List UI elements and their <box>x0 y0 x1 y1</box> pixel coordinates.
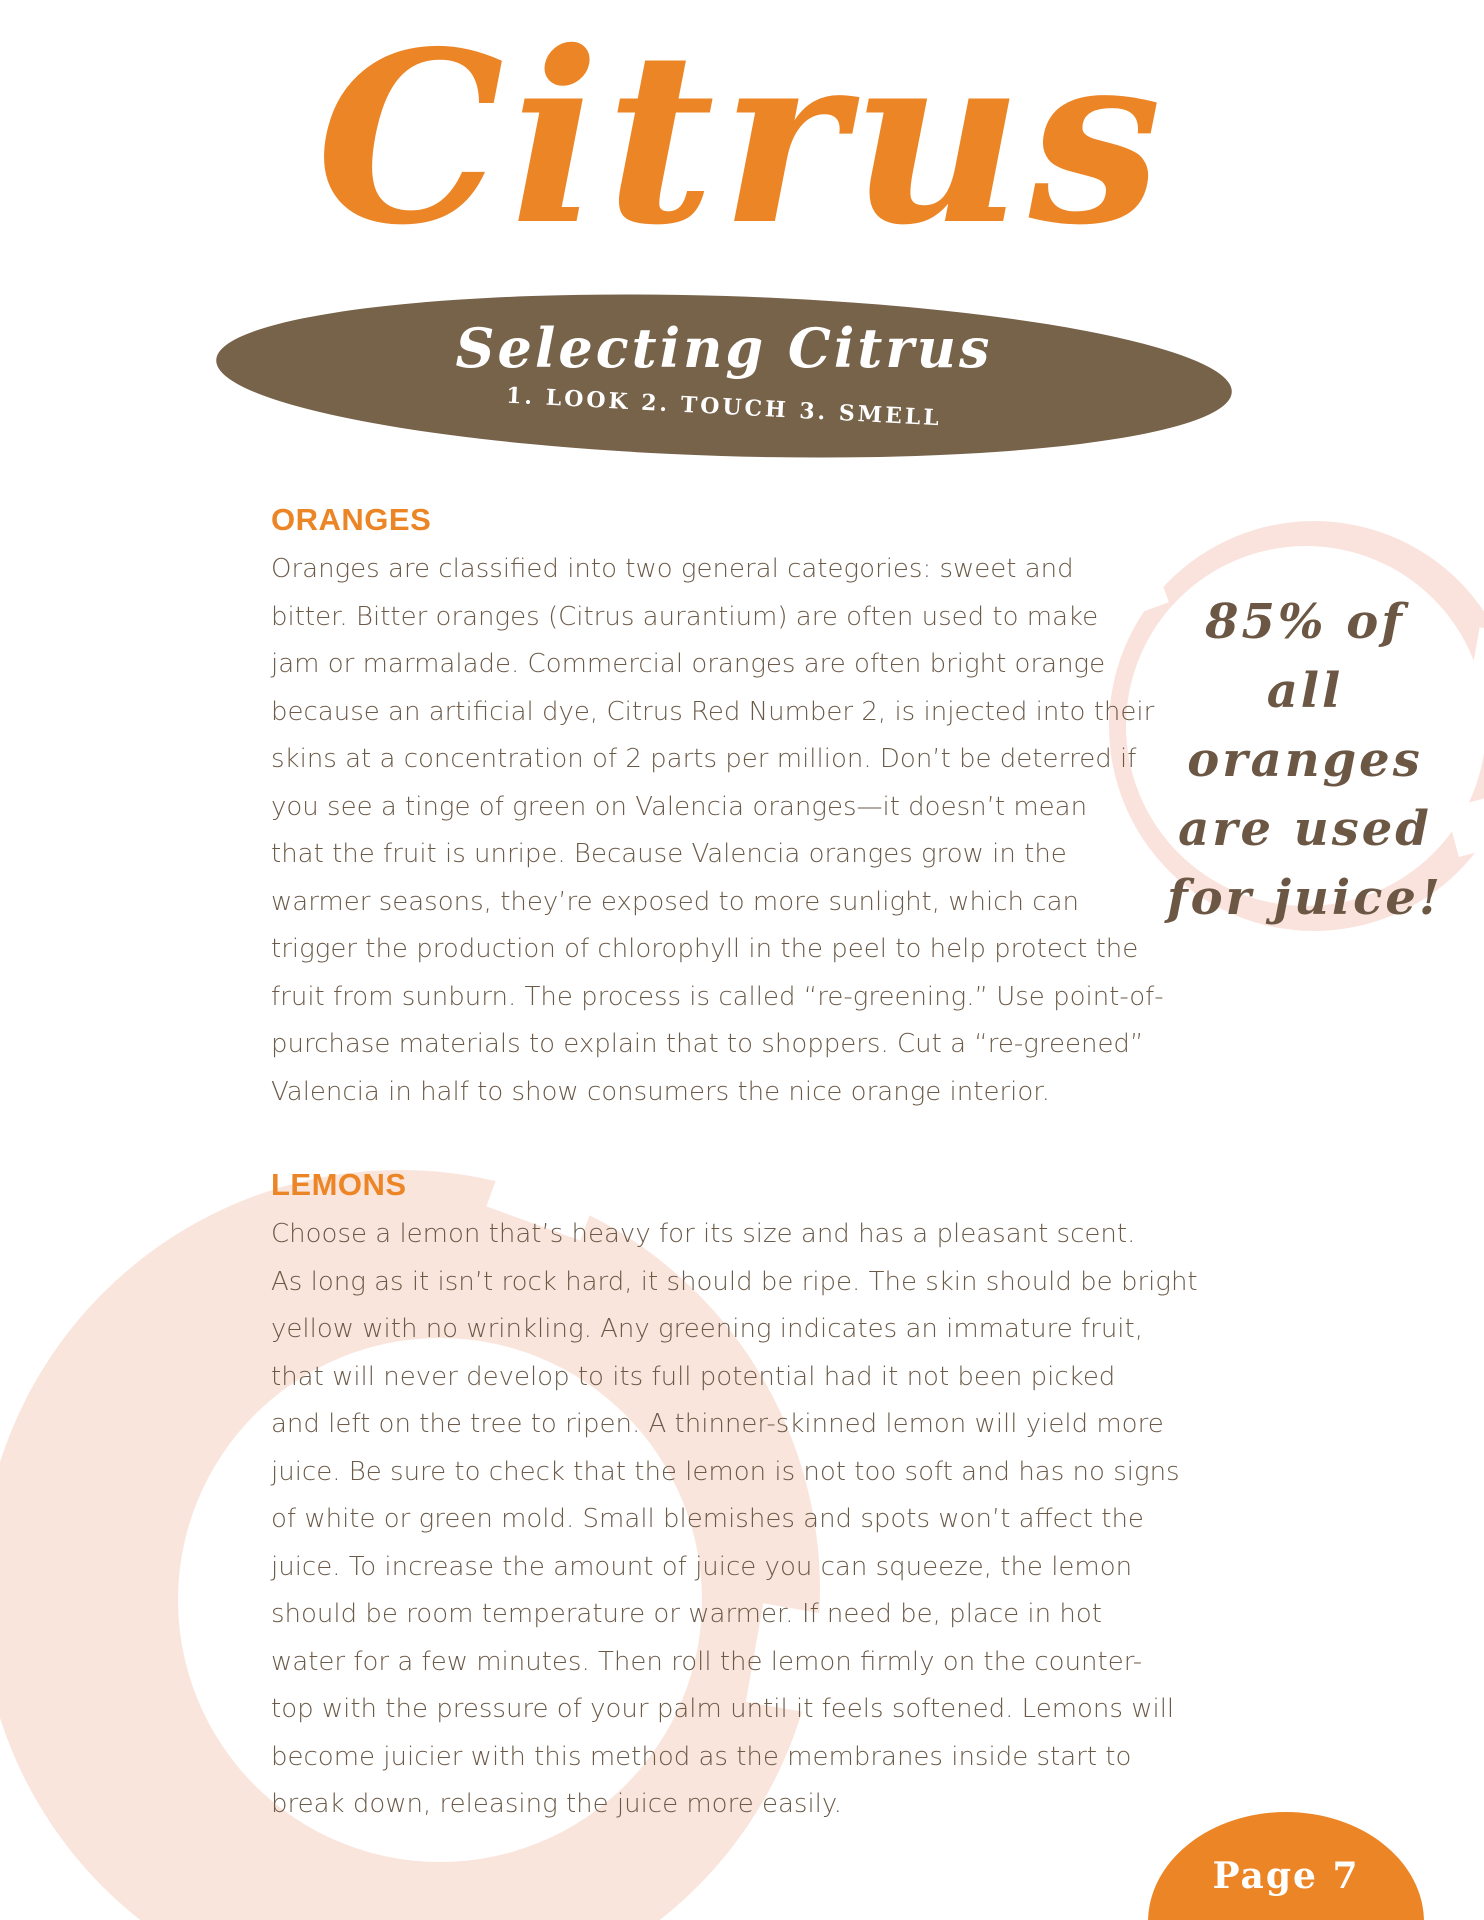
section-heading-oranges: ORANGES <box>271 502 432 537</box>
body-line: because an artificial dye, Citrus Red Number 2, is injected into their <box>271 696 1155 727</box>
body-line: you see a tinge of green on Valencia oranges—it doesn’t mean <box>271 791 1088 822</box>
body-line: As long as it isn’t rock hard, it should be ripe. The skin should be bright <box>271 1266 1198 1297</box>
body-line: skins at a concentration of 2 parts per million. Don’t be deterred if <box>271 744 1137 774</box>
body-line: water for a few minutes. Then roll the lemon firmly on the counter- <box>271 1646 1143 1677</box>
body-line: become juicier with this method as the membranes inside start to <box>271 1741 1132 1772</box>
body-line: bitter. Bitter oranges (Citrus aurantium) are often used to make <box>271 601 1099 632</box>
body-line: juice. To increase the amount of juice you can squeeze, the lemon <box>271 1551 1133 1582</box>
juice-callout <box>1160 588 1450 933</box>
callout-line: are used <box>1178 801 1432 857</box>
body-line: top with the pressure of your palm until it feels softened. Lemons will <box>271 1694 1175 1724</box>
body-line: Choose a lemon that’s heavy for its size and has a pleasant scent. <box>271 1219 1136 1249</box>
page-title: Citrus <box>316 0 1168 277</box>
body-line: purchase materials to explain that to shoppers. Cut a “re-greened” <box>271 1029 1144 1059</box>
body-line: Valencia in half to show consumers the nice orange interior. <box>271 1076 1050 1107</box>
banner-title: Selecting Citrus <box>455 316 993 380</box>
section-body-lemons <box>271 1211 1198 1829</box>
body-line: warmer seasons, they’re exposed to more sunlight, which can <box>271 886 1079 917</box>
body-line: Oranges are classified into two general categories: sweet and <box>271 554 1074 584</box>
body-line: of white or green mold. Small blemishes and spots won’t affect the <box>271 1504 1144 1534</box>
body-line: break down, releasing the juice more easily. <box>271 1789 842 1819</box>
body-line: trigger the production of chlorophyll in the peel to help protect the <box>271 934 1139 964</box>
page-number: Page 7 <box>1212 1855 1360 1897</box>
body-line: should be room temperature or warmer. If need be, place in hot <box>271 1599 1102 1629</box>
body-line: jam or marmalade. Commercial oranges are often bright orange <box>271 649 1106 679</box>
body-line: that will never develop to its full potential had it not been picked <box>271 1361 1116 1392</box>
callout-line: for juice! <box>1167 870 1443 926</box>
section-body-oranges <box>271 546 1164 1116</box>
body-line: juice. Be sure to check that the lemon is not too soft and has no signs <box>271 1456 1180 1487</box>
body-line: fruit from sunburn. The process is called “re-greening.” Use point-of- <box>271 981 1164 1012</box>
banner-subtitle: 1. LOOK 2. TOUCH 3. SMELL <box>505 382 943 432</box>
body-line: that the fruit is unripe. Because Valencia oranges grow in the <box>271 839 1067 869</box>
callout-line: 85% of all <box>1205 594 1405 719</box>
body-line: yellow with no wrinkling. Any greening indicates an immature fruit, <box>271 1314 1143 1344</box>
body-line: and left on the tree to ripen. A thinner-skinned lemon will yield more <box>271 1409 1164 1439</box>
section-heading-lemons: LEMONS <box>271 1167 407 1202</box>
callout-line: oranges <box>1187 732 1423 788</box>
